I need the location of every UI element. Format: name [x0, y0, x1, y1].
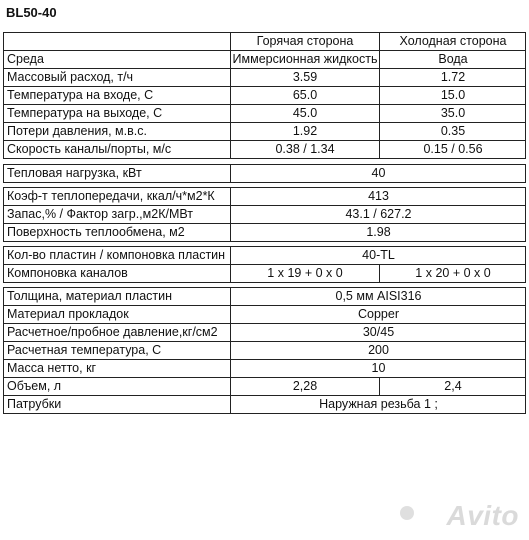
- table-row: [4, 205, 525, 223]
- table-row: [4, 140, 525, 158]
- hot-value: 65.0: [230, 87, 379, 104]
- hot-value: 45.0: [230, 105, 379, 122]
- table-row: [4, 86, 525, 104]
- row-label: Объем, л: [7, 379, 62, 393]
- row-label: Потери давления, м.в.с.: [7, 124, 147, 138]
- hot-value: 0.38 / 1.34: [230, 141, 379, 158]
- row-label: Масса нетто, кг: [7, 361, 97, 375]
- header-hot-side: Горячая сторона: [230, 33, 379, 50]
- table-row: [4, 247, 525, 264]
- table-row: [4, 122, 525, 140]
- table-row: [4, 323, 525, 341]
- cold-value: 0.35: [379, 123, 526, 140]
- row-value: 200: [230, 342, 526, 359]
- table-row: [4, 223, 525, 241]
- plates-table: [3, 246, 526, 283]
- row-label: Запас,% / Фактор загр.,м2К/МВт: [7, 207, 194, 221]
- row-label: Расчетная температура, С: [7, 343, 162, 357]
- table-row: [4, 50, 525, 68]
- table-row: [4, 288, 525, 305]
- cold-value: 35.0: [379, 105, 526, 122]
- row-label: Скорость каналы/порты, м/с: [7, 142, 172, 156]
- document-title: BL50-40: [6, 5, 57, 20]
- row-label: Толщина, материал пластин: [7, 289, 173, 303]
- hot-value: Иммерсионная жидкость: [230, 51, 379, 68]
- cold-value: 15.0: [379, 87, 526, 104]
- row-label: Поверхность теплообмена, м2: [7, 225, 185, 239]
- row-label: Коэф-т теплопередачи, ккал/ч*м2*К: [7, 189, 215, 203]
- heat-load-value: 40: [230, 165, 526, 182]
- row-label: Массовый расход, т/ч: [7, 70, 134, 84]
- row-value: 413: [230, 188, 526, 205]
- construction-table: [3, 287, 526, 414]
- row-label: Температура на входе, С: [7, 88, 154, 102]
- row-label: Патрубки: [7, 397, 62, 411]
- row-value: Наружная резьба 1 ;: [230, 396, 526, 413]
- row-value: 0,5 мм AISI316: [230, 288, 526, 305]
- table-row: [4, 395, 525, 413]
- row-value: 1.98: [230, 224, 526, 241]
- table-row: [4, 68, 525, 86]
- row-value: Copper: [230, 306, 526, 323]
- watermark-logo-icon: [400, 506, 414, 520]
- row-label: Материал прокладок: [7, 307, 129, 321]
- table-row: [4, 264, 525, 282]
- table-row: [4, 341, 525, 359]
- row-label: Компоновка каналов: [7, 266, 128, 280]
- cold-value: 0.15 / 0.56: [379, 141, 526, 158]
- row-value: 10: [230, 360, 526, 377]
- table-row: [4, 165, 525, 182]
- cold-value: 1.72: [379, 69, 526, 86]
- row-value: 43.1 / 627.2: [230, 206, 526, 223]
- cold-value: 2,4: [379, 378, 526, 395]
- row-label: Среда: [7, 52, 44, 66]
- cold-value: 1 x 20 + 0 x 0: [379, 265, 526, 282]
- heat-transfer-table: [3, 187, 526, 242]
- table-row: [4, 377, 525, 395]
- hot-value: 1 x 19 + 0 x 0: [230, 265, 379, 282]
- plates-value: 40-TL: [230, 247, 526, 264]
- heat-load-table: [3, 164, 526, 183]
- hot-value: 3.59: [230, 69, 379, 86]
- row-label: Кол-во пластин / компоновка пластин: [7, 248, 226, 262]
- hot-value: 1.92: [230, 123, 379, 140]
- table-row: [4, 188, 525, 205]
- row-value: 30/45: [230, 324, 526, 341]
- cold-value: Вода: [379, 51, 526, 68]
- hot-value: 2,28: [230, 378, 379, 395]
- header-cold-side: Холодная сторона: [379, 33, 526, 50]
- row-label: Расчетное/пробное давление,кг/см2: [7, 325, 218, 339]
- row-label: Тепловая нагрузка, кВт: [7, 166, 142, 180]
- row-label: Температура на выходе, С: [7, 106, 163, 120]
- table-row: [4, 359, 525, 377]
- header-row: [4, 33, 525, 50]
- header-label-empty: [7, 33, 229, 50]
- table-row: [4, 104, 525, 122]
- table-row: [4, 305, 525, 323]
- fluid-parameters-table: [3, 32, 526, 159]
- watermark: Avito: [446, 500, 519, 531]
